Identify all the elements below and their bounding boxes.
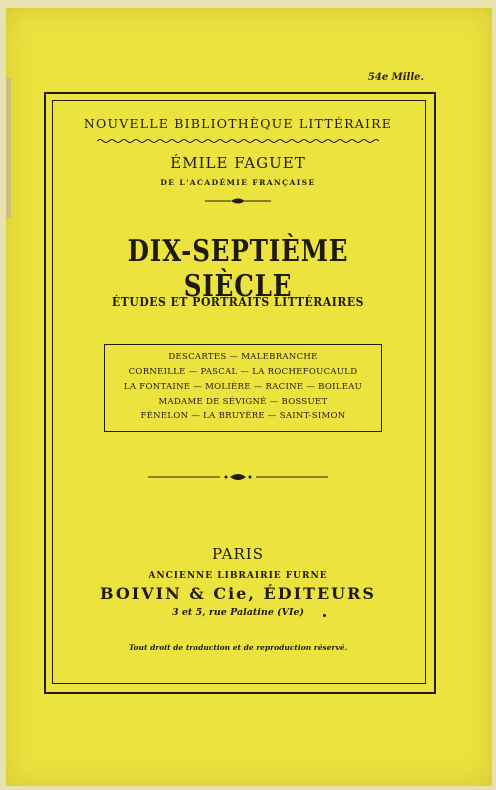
wavy-rule bbox=[97, 138, 379, 144]
contents-line: FÉNELON — LA BRUYÈRE — SAINT-SIMON bbox=[140, 411, 346, 421]
rights-notice: Tout droit de traduction et de reproduction réservé. bbox=[128, 643, 348, 652]
cover-edge-mark bbox=[6, 78, 11, 218]
publisher-heritage: ANCIENNE LIBRAIRIE FURNE bbox=[148, 571, 328, 581]
contents-line: CORNEILLE — PASCAL — LA ROCHEFOUCAULD bbox=[128, 367, 358, 377]
print-run: 54e Mille. bbox=[367, 72, 424, 83]
publisher-address: 3 et 5, rue Palatine (VIe) bbox=[171, 607, 305, 618]
small-ornament bbox=[205, 197, 271, 205]
book-subtitle: ÉTUDES ET PORTRAITS LITTÉRAIRES bbox=[112, 295, 364, 309]
contents-line: DESCARTES — MALEBRANCHE bbox=[168, 352, 318, 362]
series-title: NOUVELLE BIBLIOTHÈQUE LITTÉRAIRE bbox=[83, 116, 393, 131]
stray-dot bbox=[323, 614, 326, 617]
central-ornament bbox=[148, 472, 328, 482]
contents-line: MADAME DE SÉVIGNÉ — BOSSUET bbox=[158, 397, 328, 407]
author-name: ÉMILE FAGUET bbox=[170, 154, 306, 172]
publication-city: PARIS bbox=[211, 545, 265, 563]
book-title: DIX-SEPTIÈME SIÈCLE bbox=[127, 234, 349, 304]
contents-line: LA FONTAINE — MOLIÈRE — RACINE — BOILEAU bbox=[123, 382, 363, 392]
publisher-name: BOIVIN & Cie, ÉDITEURS bbox=[100, 584, 376, 603]
author-affiliation: DE L'ACADÉMIE FRANÇAISE bbox=[160, 178, 316, 187]
